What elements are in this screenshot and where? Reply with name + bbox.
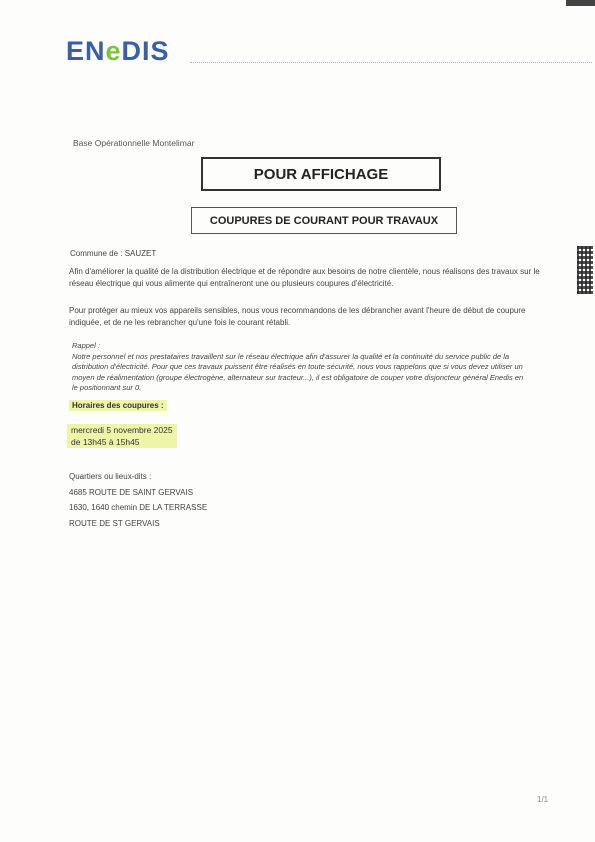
rappel-block [72,341,530,394]
quartier-item: 1630, 1640 chemin DE LA TERRASSE [69,503,208,512]
page-number: 1/1 [537,795,549,804]
base-operationnelle: Base Opérationnelle Montelimar [73,138,195,148]
page-title: POUR AFFICHAGE [201,157,441,191]
schedule [67,424,177,448]
qr-code [577,246,593,294]
rappel-label: Rappel : [72,341,100,350]
quartier-item: 4685 ROUTE DE SAINT GERVAIS [69,487,194,497]
schedule-time: de 13h45 à 15h45 [67,436,177,448]
quartier-item: ROUTE DE ST GERVAIS [69,518,160,528]
rappel-text: Notre personnel et nos prestataires travaillent sur le réseau électrique afin d'assurer la qualité et la continuité du service public de la distribution d'électricité. Pour que ces travaux puissent être réalisés en toute sécurité, nous vous rappelons que si vous devez utiliser un moyen de réalimentation (groupe électrogène, alternateur sur tracteur...), il est obligatoire de couper votre disjoncteur général Enedis en le positionnant sur 0. [72,351,524,392]
quartiers-block [69,469,207,531]
header-divider [190,62,592,63]
corner-mark [566,0,595,6]
enedis-logo: ENeDIS [66,36,170,66]
commune: Commune de : SAUZET [70,249,157,258]
page-subtitle: COUPURES DE COURANT POUR TRAVAUX [191,207,457,234]
horaires-label: Horaires des coupures : [69,400,167,411]
schedule-date: mercredi 5 novembre 2025 [67,424,177,436]
quartiers-label: Quartiers ou lieux-dits : [69,472,152,481]
intro-paragraph: Afin d'améliorer la qualité de la distribution électrique et de répondre aux besoins de notre clientèle, nous réalisons des travaux sur le réseau électrique qui vous alimente qui entraîneront une ou plusieurs coupures d'électricité. [69,267,540,288]
advice-paragraph: Pour protéger au mieux vos appareils sensibles, nous vous recommandons de les débrancher avant l'heure de début de coupure indiquée, et de ne les rebrancher qu'une fois le courant rétabli. [69,306,526,327]
